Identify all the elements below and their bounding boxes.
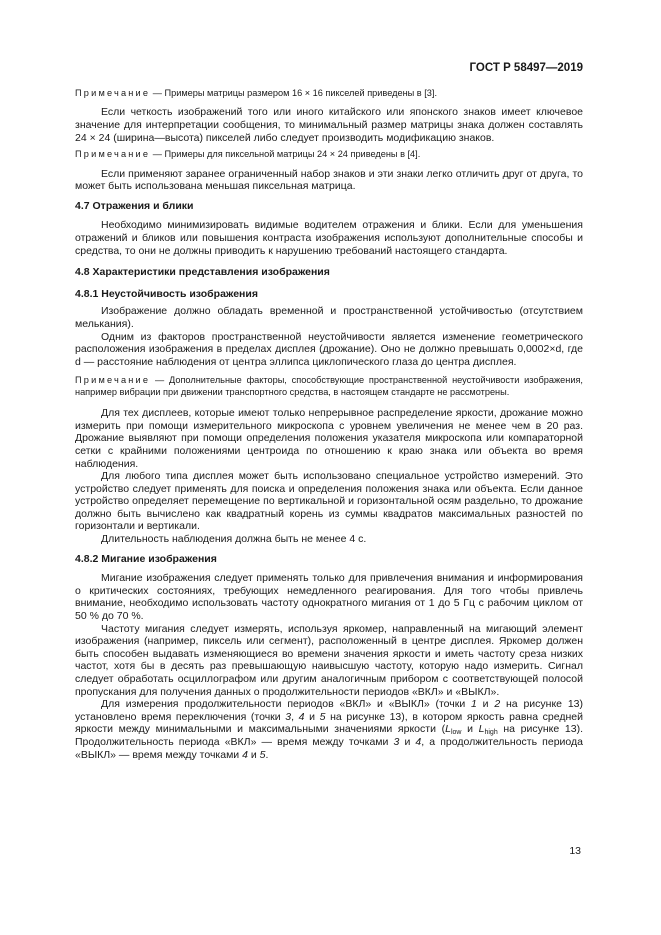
note-label: Примечание — [75, 149, 151, 160]
paragraph: Необходимо минимизировать видимые водителем отражения и блики. Если для уменьшения отражений и бликов или повышения контраста изображения используют дополнительные способы и средства, то они не должны приводить к нарушению требований настоящего стандарта. — [75, 219, 583, 257]
paragraph-measurement: Для измерения продолжительности периодов «ВКЛ» и «ВЫКЛ» (точки 1 и 2 на рисунке 13) установлено время переключения (точки 3, 4 и 5 на рисунке 13), в котором яркость равна средней яркости между минимальными и максимальными значениями яркости ($L_{low}$ и $L_{high}$ на рисунке 13). Продолжительность периода «ВКЛ» — время между точками 3 и 4, а продолжительность периода «ВЫКЛ» — время между точками 4 и 5. — [75, 698, 583, 761]
paragraph: Длительность наблюдения должна быть не менее 4 с. — [101, 533, 367, 546]
paragraph: Мигание изображения следует применять только для привлечения внимания и информирования о критических состояниях, требующих немедленного реагирования. Для того чтобы привлечь внимание, необходимо использовать частоту однократного мигания от 1 до 5 Гц с рабочим циклом от 50 % до 70 %. — [75, 572, 583, 623]
page-number: 13 — [569, 845, 581, 857]
paragraph: Для любого типа дисплея может быть использовано специальное устройство измерений. Это устройство следует применять для поиска и определения положения знака или объекта. Если данное устройство определяет перемещение по вертикальной и горизонтальной осям раздельно, то дрожание должно быть вычислено как квадратный корень из суммы квадратов максимальных разностей по горизонтали и вертикали. — [75, 470, 583, 533]
note-2 — [75, 149, 583, 160]
section-heading-4-8: 4.8 Характеристики представления изображения — [75, 266, 330, 279]
standard-header: ГОСТ Р 58497—2019 — [469, 62, 583, 74]
note-text: — Примеры матрицы размером 16 × 16 пикселей приведены в [3]. — [152, 88, 438, 98]
paragraph: Изображение должно обладать временной и пространственной устойчивостью (отсутствием мелькания). — [75, 305, 583, 330]
section-heading-4-7: 4.7 Отражения и блики — [75, 199, 194, 212]
paragraph: Для тех дисплеев, которые имеют только непрерывное распределение яркости, дрожание можно измерить при помощи измерительного микроскопа с уровнем увеличения не менее чем в 20 раз. Дрожание выявляют при помощи определения положения указателя микроскопа или компараторной сетки с крайними положениями центроида по отношению к краю знака или объекта во время наблюдения. — [75, 407, 583, 470]
paragraph: Одним из факторов пространственной неустойчивости является изменение геометрического расположения изображения в пределах дисплея (дрожание). Оно не должно превышать 0,0002×d, где d — расстояние наблюдения от центра эллипса циклопического глаза до центра дисплея. — [75, 330, 583, 368]
note-text: — Дополнительные факторы, способствующие пространственной неустойчивости изображения, например вибрации при движении транспортного средства, в настоящем стандарте не рассмотрены. — [75, 375, 583, 397]
section-heading-4-8-2: 4.8.2 Мигание изображения — [75, 552, 217, 565]
note-label: Примечание — [75, 88, 151, 98]
note-label: Примечание — [75, 375, 151, 386]
note-text: — Примеры для пиксельной матрицы 24 × 24 приведены в [4]. — [152, 149, 421, 160]
page-content — [75, 88, 583, 761]
note-1 — [75, 88, 583, 99]
note-3 — [75, 375, 583, 398]
paragraph: Частоту мигания следует измерять, используя яркомер, направленный на мигающий элемент изображения (например, пиксель или сегмент), расположенный в центре дисплея. Яркомер должен быть способен выдавать изменяющиеся во времени значения яркости и иметь частоту среза низких частот, хотя бы в десять раз превышающую наивысшую частоту, которую надо измерить. Сигнал следует обработать осциллографом или другим аналогичным прибором с соответствующей полосой пропускания для получения данных о продолжительности периодов «ВКЛ» и «ВЫКЛ». — [75, 622, 583, 698]
paragraph: Если применяют заранее ограниченный набор знаков и эти знаки легко отличить друг от друга, то может быть использована меньшая пиксельная матрица. — [75, 167, 583, 193]
paragraph: Если четкость изображений того или иного китайского или японского знаков имеет ключевое значение для интерпретации сообщения, то минимальный размер матрицы знака должен составлять 24 × 24 (ширина—высота) пикселей либо следует производить модификацию знаков. — [75, 106, 583, 144]
section-heading-4-8-1: 4.8.1 Неустойчивость изображения — [75, 287, 258, 300]
